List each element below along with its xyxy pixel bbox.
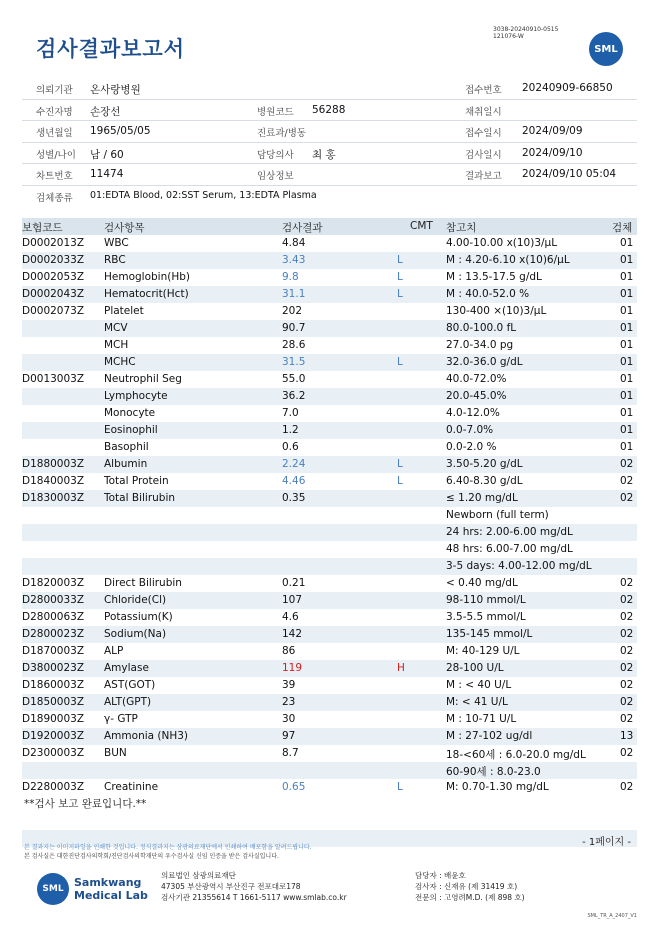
cell-code: D1880003Z xyxy=(22,458,85,470)
table-row xyxy=(22,354,637,371)
table-row xyxy=(22,609,637,626)
cell-spec: 01 xyxy=(620,254,634,266)
table-row xyxy=(22,694,637,711)
cell-spec: 02 xyxy=(620,781,634,793)
cell-name: ALT(GPT) xyxy=(104,696,152,708)
cell-ref: 4.0-12.0% xyxy=(446,407,500,419)
cell-code: D0002043Z xyxy=(22,288,85,300)
cell-ref: 3.50-5.20 g/dL xyxy=(446,458,523,470)
cell-result: 4.46 xyxy=(282,475,306,487)
info-label: 진료과/병동 xyxy=(257,128,307,139)
cell-ref: 0.0-2.0 % xyxy=(446,441,497,453)
cell-spec: 02 xyxy=(620,492,634,504)
cell-result: 0.35 xyxy=(282,492,306,504)
table-row xyxy=(22,320,637,337)
cell-result: 2.24 xyxy=(282,458,306,470)
cell-result: 31.1 xyxy=(282,288,306,300)
cell-result: 28.6 xyxy=(282,339,306,351)
table-row xyxy=(22,592,637,609)
table-row xyxy=(22,303,637,320)
cell-spec: 01 xyxy=(620,424,634,436)
cell-code: D0002033Z xyxy=(22,254,85,266)
page-number: - 1페이지 - xyxy=(582,837,631,848)
info-row xyxy=(22,143,637,165)
cell-ref: M : 4.20-6.10 x(10)6/μL xyxy=(446,254,570,266)
info-label: 병원코드 xyxy=(257,106,294,118)
col-result: 검사결과 xyxy=(282,222,323,234)
cell-result: 55.0 xyxy=(282,373,306,385)
cell-code: D3800023Z xyxy=(22,662,85,674)
table-row xyxy=(22,252,637,269)
cell-ref: 18-<60세 : 6.0-20.0 mg/dL xyxy=(446,749,586,761)
cell-name: Eosinophil xyxy=(104,424,158,436)
table-row xyxy=(22,524,637,541)
cell-spec: 02 xyxy=(620,475,634,487)
table-row xyxy=(22,507,637,524)
cell-ref: 98-110 mmol/L xyxy=(446,594,526,606)
results-table xyxy=(22,218,637,796)
info-row xyxy=(22,100,637,122)
cell-ref: 40.0-72.0% xyxy=(446,373,507,385)
cell-name: Direct Bilirubin xyxy=(104,577,182,589)
cell-spec: 02 xyxy=(620,662,634,674)
info-row xyxy=(22,186,637,207)
col-spec: 검체 xyxy=(612,222,633,234)
table-row xyxy=(22,286,637,303)
results-body xyxy=(22,235,637,796)
cell-code: D1920003Z xyxy=(22,730,85,742)
table-row xyxy=(22,558,637,575)
cell-flag: L xyxy=(397,458,403,470)
cell-code: D0002053Z xyxy=(22,271,85,283)
col-name: 검사항목 xyxy=(104,222,145,234)
cell-name: MCHC xyxy=(104,356,136,368)
cell-result: 119 xyxy=(282,662,303,674)
cell-spec: 01 xyxy=(620,390,634,402)
cell-code: D1890003Z xyxy=(22,713,85,725)
cell-spec: 01 xyxy=(620,373,634,385)
info-label: 접수번호 xyxy=(465,85,502,96)
cell-name: Chloride(Cl) xyxy=(104,594,167,606)
results-header xyxy=(22,218,637,235)
cell-name: Platelet xyxy=(104,305,144,317)
info-label: 생년월일 xyxy=(36,128,73,139)
info-row xyxy=(22,164,637,186)
cell-ref: 48 hrs: 6.00-7.00 mg/dL xyxy=(446,543,573,555)
footer-line: 의료법인 삼광의료재단 xyxy=(161,871,236,880)
sml-logo-icon: SML xyxy=(589,32,623,66)
table-row xyxy=(22,575,637,592)
cell-code: D1820003Z xyxy=(22,577,85,589)
cell-flag: L xyxy=(397,271,403,283)
cell-ref: M : 13.5-17.5 g/dL xyxy=(446,271,542,283)
cell-ref: M: < 41 U/L xyxy=(446,696,508,708)
info-label: 임상정보 xyxy=(257,171,294,182)
footer-line: 검사기관 21355614 T 1661-5117 www.smlab.co.kr xyxy=(161,893,347,902)
footer-line: 전문의 : 고영려M.D. (제 898 호) xyxy=(415,893,525,902)
document-id-line2: 121076-W xyxy=(493,33,524,40)
cell-code: D2800063Z xyxy=(22,611,85,623)
info-value: 11474 xyxy=(90,168,124,180)
table-row xyxy=(22,626,637,643)
info-value: 20240909-66850 xyxy=(522,82,613,94)
cell-code: D2800033Z xyxy=(22,594,85,606)
cell-flag: H xyxy=(397,662,405,674)
cell-code: D2800023Z xyxy=(22,628,85,640)
cell-ref: 135-145 mmol/L xyxy=(446,628,533,640)
cell-result: 90.7 xyxy=(282,322,306,334)
cell-spec: 02 xyxy=(620,713,634,725)
footer-line: 담당자 : 배윤호 xyxy=(415,871,466,880)
cell-name: Potassium(K) xyxy=(104,611,173,623)
info-value: 2024/09/10 05:04 xyxy=(522,168,617,180)
cell-ref: M : 10-71 U/L xyxy=(446,713,517,725)
cell-result: 31.5 xyxy=(282,356,306,368)
table-row xyxy=(22,745,637,762)
cell-ref: 4.00-10.00 x(10)3/μL xyxy=(446,237,558,249)
cell-result: 0.21 xyxy=(282,577,306,589)
cell-code: D1860003Z xyxy=(22,679,85,691)
cell-spec: 02 xyxy=(620,458,634,470)
cell-ref: M : 40.0-52.0 % xyxy=(446,288,530,300)
footer-staff xyxy=(415,870,525,903)
cell-name: Sodium(Na) xyxy=(104,628,167,640)
info-label: 검체종류 xyxy=(36,192,73,204)
info-row xyxy=(22,78,637,100)
info-label: 담당의사 xyxy=(257,149,294,161)
cell-ref: M : 27-102 ug/dl xyxy=(446,730,533,742)
info-value: 56288 xyxy=(312,103,346,116)
cell-ref: 32.0-36.0 g/dL xyxy=(446,356,523,368)
cell-name: Albumin xyxy=(104,458,148,470)
cell-ref: 24 hrs: 2.00-6.00 mg/dL xyxy=(446,526,573,538)
cell-code: D1850003Z xyxy=(22,696,85,708)
table-row xyxy=(22,728,637,745)
cell-name: MCV xyxy=(104,322,128,334)
cell-spec: 02 xyxy=(620,611,634,623)
col-code: 보험코드 xyxy=(22,222,63,234)
cell-ref: 3.5-5.5 mmol/L xyxy=(446,611,526,623)
table-row xyxy=(22,541,637,558)
table-row xyxy=(22,711,637,728)
cell-spec: 01 xyxy=(620,288,634,300)
cell-name: AST(GOT) xyxy=(104,679,156,691)
cell-ref: M : < 40 U/L xyxy=(446,679,512,691)
cell-ref: 20.0-45.0% xyxy=(446,390,507,402)
info-value: 손장선 xyxy=(90,105,121,118)
cell-spec: 02 xyxy=(620,696,634,708)
cell-ref: 27.0-34.0 pg xyxy=(446,339,514,351)
cell-name: WBC xyxy=(104,237,129,249)
cell-spec: 01 xyxy=(620,322,634,334)
table-row xyxy=(22,439,637,456)
table-row xyxy=(22,490,637,507)
cell-code: D2280003Z xyxy=(22,781,85,793)
cell-code: D2300003Z xyxy=(22,747,85,759)
table-row xyxy=(22,660,637,677)
cell-ref: 130-400 ×(10)3/μL xyxy=(446,305,547,317)
cell-result: 202 xyxy=(282,305,303,317)
report-complete: **검사 보고 완료입니다.** xyxy=(24,798,147,810)
cell-result: 30 xyxy=(282,713,296,725)
cell-result: 97 xyxy=(282,730,296,742)
notice-line: 본 결과지는 이미지파일을 인쇄한 것입니다. 정식결과지는 삼광의료재단에서 인쇄하여 배포함을 알려드립니다. xyxy=(24,844,312,851)
cell-spec: 01 xyxy=(620,356,634,368)
cell-result: 36.2 xyxy=(282,390,306,402)
info-label: 검사일시 xyxy=(465,149,502,161)
cell-spec: 01 xyxy=(620,237,634,249)
cell-spec: 02 xyxy=(620,679,634,691)
cell-result: 9.8 xyxy=(282,271,299,283)
info-label: 성별/나이 xyxy=(36,149,76,161)
footer-line: 검사자 : 신재유 (제 31419 호) xyxy=(415,882,518,891)
info-value: 1965/05/05 xyxy=(90,125,151,137)
brand-name xyxy=(74,876,148,902)
cell-name: Basophil xyxy=(104,441,149,453)
cell-name: Hemoglobin(Hb) xyxy=(104,271,191,283)
info-label: 수진자명 xyxy=(36,106,73,118)
cell-name: Ammonia (NH3) xyxy=(104,730,189,742)
cell-name: Hematocrit(Hct) xyxy=(104,288,189,300)
table-row xyxy=(22,473,637,490)
info-value: 2024/09/10 xyxy=(522,146,583,159)
cell-flag: L xyxy=(397,781,403,793)
cell-result: 0.6 xyxy=(282,441,299,453)
cell-flag: L xyxy=(397,356,403,368)
cell-spec: 02 xyxy=(620,594,634,606)
cell-flag: L xyxy=(397,288,403,300)
cell-result: 23 xyxy=(282,696,296,708)
cell-spec: 01 xyxy=(620,407,634,419)
info-value: 최 홍 xyxy=(312,148,336,161)
col-ref: 참고치 xyxy=(446,222,477,234)
cell-result: 4.6 xyxy=(282,611,299,623)
info-value: 남 / 60 xyxy=(90,148,124,161)
info-value: 2024/09/09 xyxy=(522,125,583,137)
cell-ref: < 0.40 mg/dL xyxy=(446,577,518,589)
notice-line: 본 검사실은 대한진단검사의학회/진단검사의학재단의 우수검사실 신임 인증을 받은 검사실입니다. xyxy=(24,853,279,860)
cell-spec: 01 xyxy=(620,305,634,317)
cell-result: 86 xyxy=(282,645,296,657)
cell-spec: 01 xyxy=(620,339,634,351)
brand-line: Medical Lab xyxy=(74,889,148,902)
cell-name: Monocyte xyxy=(104,407,156,419)
info-label: 결과보고 xyxy=(465,171,502,182)
table-row xyxy=(22,337,637,354)
table-row xyxy=(22,269,637,286)
table-row xyxy=(22,779,637,796)
cell-ref: 3-5 days: 4.00-12.00 mg/dL xyxy=(446,560,592,572)
cell-flag: L xyxy=(397,254,403,266)
cell-name: RBC xyxy=(104,254,126,266)
info-label: 차트번호 xyxy=(36,171,73,182)
cell-result: 39 xyxy=(282,679,296,691)
cell-result: 3.43 xyxy=(282,254,306,266)
cell-spec: 02 xyxy=(620,628,634,640)
cell-name: Creatinine xyxy=(104,781,159,793)
cell-name: Neutrophil Seg xyxy=(104,373,182,385)
cell-result: 7.0 xyxy=(282,407,299,419)
cell-result: 142 xyxy=(282,628,303,640)
cell-name: BUN xyxy=(104,747,127,759)
info-label: 의뢰기관 xyxy=(36,85,73,96)
sml-logo-icon: SML xyxy=(37,873,69,905)
table-row xyxy=(22,677,637,694)
cell-ref: 60-90세 : 8.0-23.0 xyxy=(446,766,541,778)
cell-ref: M: 0.70-1.30 mg/dL xyxy=(446,781,549,793)
cell-name: ALP xyxy=(104,645,124,657)
cell-ref: 80.0-100.0 fL xyxy=(446,322,517,334)
col-cmt: CMT xyxy=(410,220,433,232)
table-row xyxy=(22,762,637,779)
info-label: 접수일시 xyxy=(465,128,502,139)
cell-ref: 28-100 U/L xyxy=(446,662,504,674)
info-label: 채취일시 xyxy=(465,106,502,118)
footer-organization xyxy=(161,870,347,903)
cell-spec: 01 xyxy=(620,441,634,453)
cell-code: D0002073Z xyxy=(22,305,85,317)
cell-spec: 02 xyxy=(620,577,634,589)
cell-name: Amylase xyxy=(104,662,149,674)
cell-spec: 02 xyxy=(620,645,634,657)
table-row xyxy=(22,371,637,388)
document-id-line1: 3038-20240910-0515 xyxy=(493,26,559,33)
cell-ref: 0.0-7.0% xyxy=(446,424,494,436)
brand-line: Samkwang xyxy=(74,876,142,889)
cell-name: Lymphocyte xyxy=(104,390,168,402)
cell-code: D1840003Z xyxy=(22,475,85,487)
cell-result: 0.65 xyxy=(282,781,306,793)
footer-line: 47305 부산광역시 부산진구 전포대로178 xyxy=(161,882,301,891)
info-row xyxy=(22,121,637,143)
page-title: 검사결과보고서 xyxy=(36,37,186,61)
document-id xyxy=(493,26,558,40)
cell-spec: 13 xyxy=(620,730,634,742)
info-value: 01:EDTA Blood, 02:SST Serum, 13:EDTA Plasma xyxy=(90,189,317,201)
table-row xyxy=(22,456,637,473)
table-row xyxy=(22,643,637,660)
cell-code: D0013003Z xyxy=(22,373,85,385)
cell-ref: 6.40-8.30 g/dL xyxy=(446,475,523,487)
info-value: 온사랑병원 xyxy=(90,84,141,96)
cell-ref: ≤ 1.20 mg/dL xyxy=(446,492,518,504)
cell-code: D1830003Z xyxy=(22,492,85,504)
cell-code: D0002013Z xyxy=(22,237,85,249)
patient-info-table xyxy=(22,78,637,206)
cell-result: 1.2 xyxy=(282,424,299,436)
cell-result: 4.84 xyxy=(282,237,306,249)
cell-ref: Newborn (full term) xyxy=(446,509,549,521)
table-row xyxy=(22,405,637,422)
cell-flag: L xyxy=(397,475,403,487)
table-row xyxy=(22,235,637,252)
cell-spec: 01 xyxy=(620,271,634,283)
form-version: SML_TR_A_2407_V1 xyxy=(587,913,637,919)
cell-result: 8.7 xyxy=(282,747,299,759)
cell-name: Total Bilirubin xyxy=(104,492,176,504)
cell-name: MCH xyxy=(104,339,129,351)
cell-spec: 02 xyxy=(620,747,634,759)
table-row xyxy=(22,388,637,405)
table-row xyxy=(22,422,637,439)
cell-code: D1870003Z xyxy=(22,645,85,657)
cell-name: γ- GTP xyxy=(104,713,138,725)
cell-name: Total Protein xyxy=(104,475,169,487)
cell-ref: M: 40-129 U/L xyxy=(446,645,520,657)
cell-result: 107 xyxy=(282,594,303,606)
